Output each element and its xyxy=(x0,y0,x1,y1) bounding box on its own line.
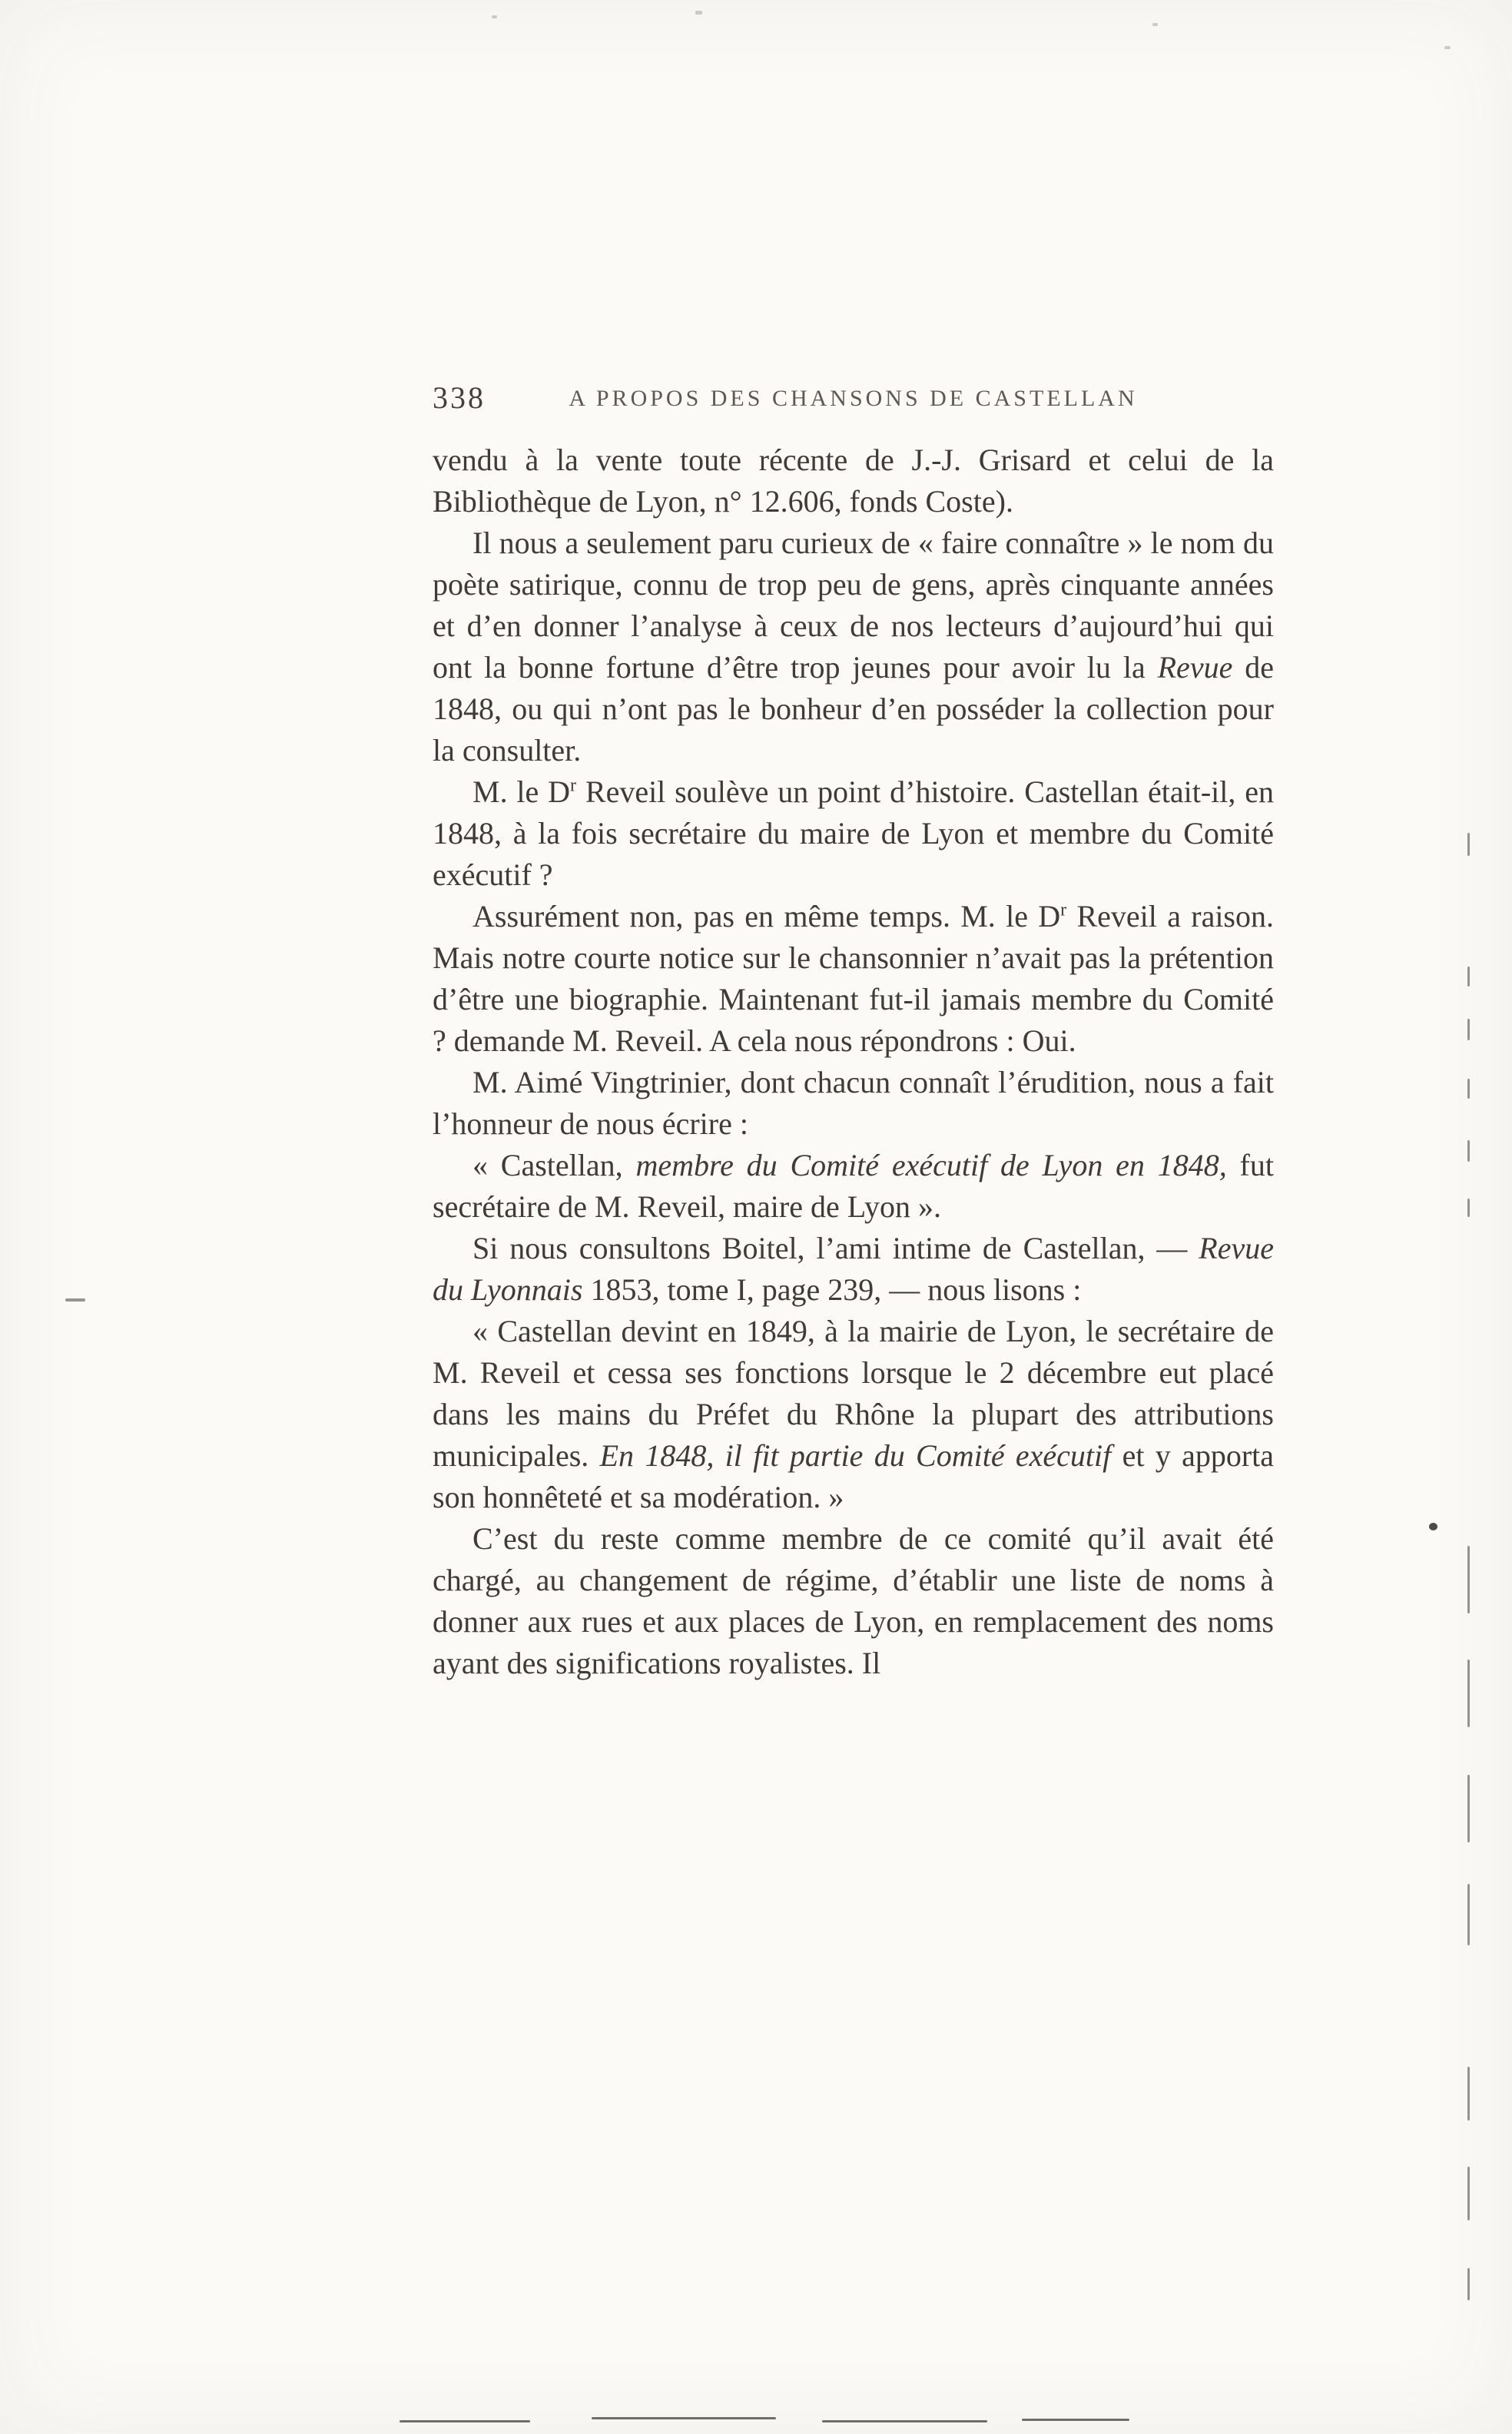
paragraph xyxy=(433,522,1274,771)
margin-pen-mark xyxy=(65,1298,85,1302)
margin-pen-mark xyxy=(492,15,497,18)
margin-pen-mark xyxy=(400,2420,530,2422)
margin-pen-mark xyxy=(1444,46,1451,49)
text-block xyxy=(433,439,1274,1684)
paragraph xyxy=(433,1518,1274,1684)
paragraph xyxy=(433,896,1274,1062)
margin-pen-mark xyxy=(592,2417,776,2419)
margin-pen-mark xyxy=(1467,1775,1470,1842)
margin-pen-mark xyxy=(1467,1546,1470,1613)
text-segment: Reveil a raison. Mais notre courte notice sur le chansonnier n’avait pas la prétention d’être une biographie. Maintenant fut-il jamais membre du Comité ? demande M. Reveil. A cela nous répondrons : Oui. xyxy=(433,899,1275,1058)
text-segment: Si nous consultons Boitel, l’ami intime de Castellan, — xyxy=(472,1231,1199,1265)
text-segment: Revue du Lyonnais xyxy=(433,1231,1274,1307)
text-segment: En 1848, il fit partie du Comité exécutif xyxy=(599,1438,1112,1473)
margin-dot-mark xyxy=(1429,1523,1437,1530)
paragraph xyxy=(433,1311,1274,1518)
paragraph xyxy=(433,1062,1274,1145)
paragraph xyxy=(433,1145,1274,1228)
text-segment: M. le D xyxy=(472,774,571,809)
margin-pen-mark xyxy=(1467,967,1470,987)
margin-pen-mark xyxy=(1467,2167,1470,2220)
text-segment: et y apporta son honnêteté et sa modération. » xyxy=(433,1438,1275,1514)
paragraph xyxy=(433,1228,1274,1311)
margin-pen-mark xyxy=(1467,1884,1470,1945)
text-segment: Reveil soulève un point d’histoire. Castellan était-il, en 1848, à la fois secrétaire du maire de Lyon et membre du Comité exécutif ? xyxy=(433,774,1274,892)
text-segment: « Castellan devint en 1849, à la mairie de Lyon, le secrétaire de M. Reveil et cessa ses fonctions lorsque le 2 décembre eut placé dans les mains du Préfet du Rhône la plupart des attributions municipales. xyxy=(433,1314,1274,1473)
text-segment: r xyxy=(570,775,577,796)
paragraph xyxy=(433,439,1274,522)
margin-pen-mark xyxy=(1467,1199,1470,1217)
text-segment: vendu à la vente toute récente de J.-J. Grisard et celui de la Bibliothèque de Lyon, n° 12.606, fonds Coste). xyxy=(433,443,1274,519)
margin-pen-mark xyxy=(1467,1660,1470,1727)
text-segment: « Castellan, xyxy=(472,1148,636,1182)
margin-pen-mark xyxy=(1152,23,1158,26)
text-segment: r xyxy=(1060,900,1067,920)
text-segment: M. Aimé Vingtrinier, dont chacun connaît l’érudition, nous a fait l’honneur de nous écrire : xyxy=(433,1065,1274,1141)
margin-pen-mark xyxy=(1467,833,1470,856)
margin-pen-mark xyxy=(695,11,702,15)
margin-pen-mark xyxy=(822,2420,987,2422)
text-segment: de 1848, ou qui n’ont pas le bonheur d’en posséder la collection pour la consulter. xyxy=(433,650,1274,768)
text-segment: fut secrétaire de M. Reveil, maire de Lyon ». xyxy=(433,1148,1274,1224)
text-segment: C’est du reste comme membre de ce comité qu’il avait été chargé, au changement de régime, d’établir une liste de noms à donner aux rues et aux places de Lyon, en remplacement des noms ayant des significations royalistes. Il xyxy=(433,1521,1274,1680)
text-segment: membre du Comité exécutif de Lyon en 1848, xyxy=(635,1148,1227,1182)
text-segment: Assurément non, pas en même temps. M. le D xyxy=(472,899,1061,933)
margin-pen-mark xyxy=(1467,2067,1470,2121)
running-header xyxy=(433,378,1274,421)
page-number: 338 xyxy=(433,380,486,415)
margin-pen-mark xyxy=(1467,1019,1470,1040)
text-segment: Revue xyxy=(1157,650,1233,685)
text-segment: 1853, tome I, page 239, — nous lisons : xyxy=(582,1272,1082,1307)
margin-pen-mark xyxy=(1022,2419,1129,2421)
running-header-title: A PROPOS DES CHANSONS DE CASTELLAN xyxy=(569,386,1138,411)
margin-pen-mark xyxy=(1467,2268,1470,2300)
margin-pen-mark xyxy=(1467,1079,1470,1099)
margin-pen-mark xyxy=(1467,1140,1470,1162)
paragraph xyxy=(433,771,1274,896)
text-segment: Il nous a seulement paru curieux de « faire connaître » le nom du poète satirique, connu de trop peu de gens, après cinquante années et d’en donner l’analyse à ceux de nos lecteurs d’aujourd’hui qui ont la bonne fortune d’être trop jeunes pour avoir lu la xyxy=(433,526,1274,685)
